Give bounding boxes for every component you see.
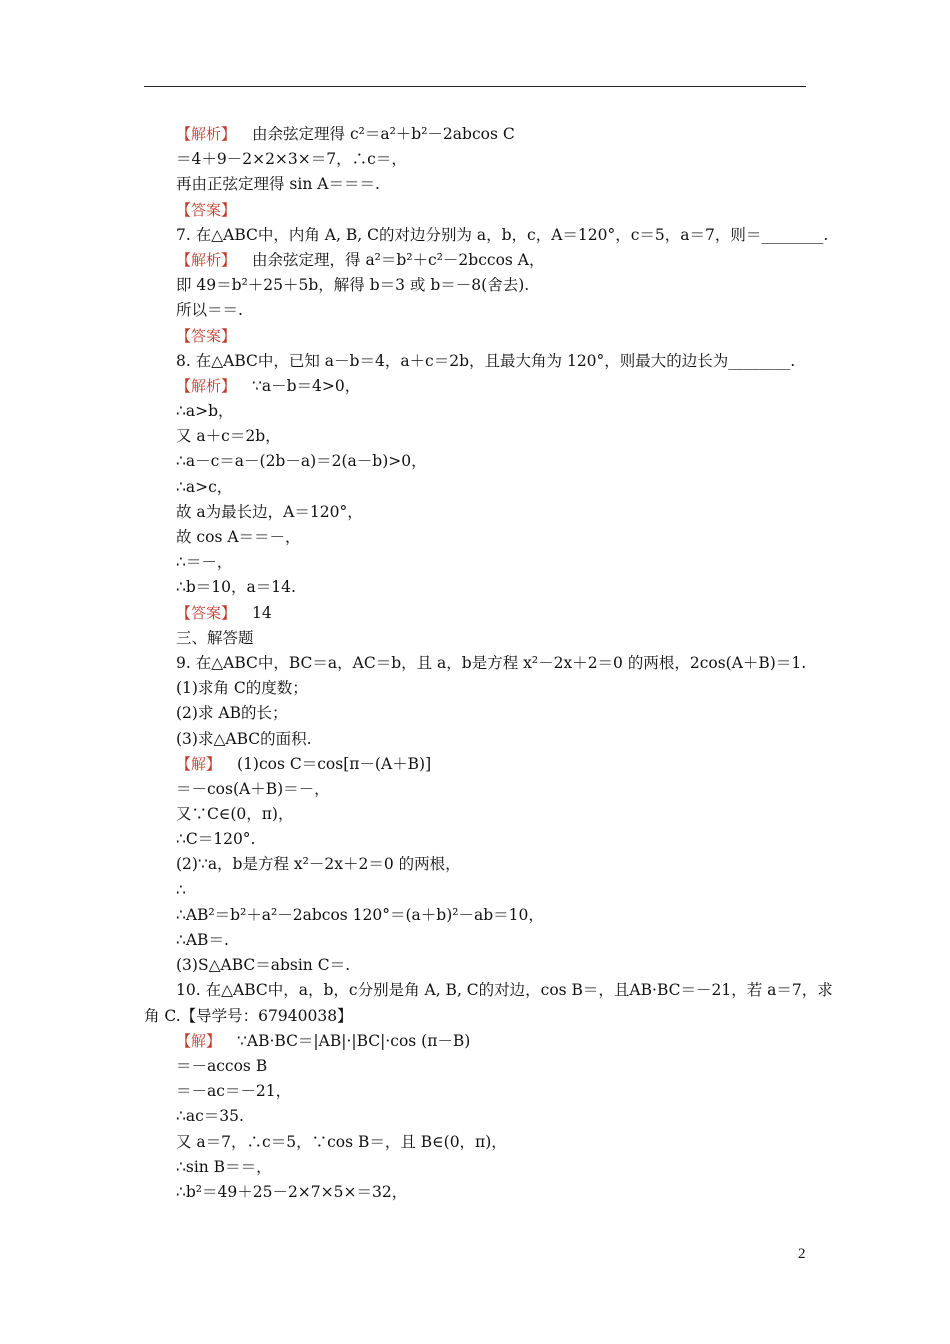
line-text: 8. 在△ABC中，已知 a－b＝4，a＋c＝2b，且最大角为 120°，则最大的边长为________.	[176, 351, 796, 370]
line-text: 又 a＝7，∴c＝5，∵cos B＝，且 B∈(0，π)，	[176, 1132, 507, 1151]
header-rule	[144, 86, 806, 87]
text-line	[176, 248, 816, 273]
line-text: ∵AB·BC＝|AB|·|BC|·cos (π－B)	[237, 1031, 471, 1050]
line-text: 故 cos A＝＝－，	[176, 528, 301, 546]
section-tag: 【答案】	[176, 326, 237, 345]
line-text: ＝－cos(A＋B)＝－，	[176, 779, 330, 798]
line-text: (3)求△ABC的面积.	[176, 729, 312, 748]
line-text: 所以＝＝.	[176, 301, 243, 320]
line-text: ∴sin B＝＝，	[176, 1157, 272, 1176]
text-line	[176, 903, 816, 928]
line-text: 即 49＝b²＋25＋5b，解得 b＝3 或 b＝－8(舍去).	[176, 276, 530, 295]
line-text: 故 a为最长边，A＝120°，	[176, 502, 363, 521]
section-tag: 【答案】	[176, 200, 237, 219]
text-line	[176, 777, 816, 802]
text-line	[176, 550, 816, 575]
line-text: 14	[252, 603, 272, 622]
line-text: 由余弦定理得 c²＝a²＋b²－2abcos C	[252, 125, 515, 143]
text-line	[176, 1029, 816, 1054]
section-tag: 【解析】	[176, 376, 237, 395]
text-line	[176, 424, 816, 449]
text-line	[176, 1155, 816, 1180]
text-line	[176, 122, 816, 147]
line-text: (1)cos C＝cos[π－(A＋B)]	[237, 754, 432, 773]
text-line	[176, 223, 829, 248]
text-line	[176, 147, 816, 172]
text-line	[176, 500, 816, 525]
text-line	[176, 273, 816, 298]
line-text: 再由正弦定理得 sin A＝＝＝.	[176, 175, 380, 194]
section-tag: 【解析】	[176, 125, 237, 143]
text-line	[176, 626, 816, 651]
text-line	[176, 298, 816, 323]
text-line	[176, 475, 816, 500]
line-text: ∴＝－，	[176, 553, 233, 572]
text-line	[176, 651, 816, 676]
text-line	[176, 978, 833, 1003]
text-line	[176, 752, 816, 777]
text-line	[176, 1079, 816, 1104]
text-line	[176, 349, 816, 374]
text-line	[176, 1104, 816, 1129]
line-text: ∴a>b，	[176, 402, 234, 421]
text-line	[176, 676, 816, 701]
line-text: (3)S△ABC＝absin C＝.	[176, 956, 350, 975]
line-text: 又∵C∈(0，π)，	[176, 805, 294, 824]
line-text: ＝－accos B	[176, 1056, 268, 1075]
line-text: ∴b²＝49＋25－2×7×5×＝32，	[176, 1182, 408, 1201]
text-line	[176, 449, 816, 474]
text-line	[176, 802, 816, 827]
text-line	[176, 852, 816, 877]
line-text: ∵a－b＝4>0，	[252, 376, 361, 395]
line-text: ∴b＝10，a＝14.	[176, 578, 296, 597]
page-number: 2	[798, 1246, 806, 1262]
line-text: 10. 在△ABC中，a，b，c分别是角 A, B, C的对边，cos B＝，且AB·BC＝－21，若 a＝7，求	[176, 981, 833, 1000]
line-text: 9. 在△ABC中，BC＝a，AC＝b，且 a，b是方程 x²－2x＋2＝0 的两根，2cos(A＋B)＝1.	[176, 653, 807, 672]
section-tag: 【答案】	[176, 603, 237, 622]
text-line	[176, 575, 816, 600]
line-text: (2)∵a，b是方程 x²－2x＋2＝0 的两根，	[176, 855, 461, 874]
line-text: ∴a－c＝a－(2b－a)＝2(a－b)>0，	[176, 452, 427, 471]
section-tag: 【解】	[176, 1031, 222, 1050]
text-line	[176, 525, 816, 550]
text-line	[176, 374, 816, 399]
document-body	[144, 122, 833, 1205]
line-text: ∴C＝120°.	[176, 830, 256, 849]
line-text: (1)求角 C的度数；	[176, 679, 308, 698]
line-text: ＝－ac＝－21，	[176, 1082, 292, 1101]
line-text: ∴AB＝.	[176, 931, 229, 949]
text-line	[176, 198, 816, 223]
line-text: 7. 在△ABC中，内角 A, B, C的对边分别为 a，b，c，A＝120°，c＝5，a＝7，则＝________.	[176, 225, 829, 244]
text-line	[176, 1130, 816, 1155]
text-line	[176, 399, 816, 424]
text-line	[176, 1054, 816, 1079]
section-tag: 【解析】	[176, 250, 237, 269]
line-text: 三、解答题	[176, 628, 254, 647]
line-text: 由余弦定理，得 a²＝b²＋c²－2bccos A，	[252, 250, 545, 269]
text-line	[176, 928, 816, 953]
line-text: ∴	[176, 880, 186, 899]
text-line	[176, 827, 816, 852]
text-line	[176, 324, 816, 349]
text-line	[176, 878, 816, 903]
text-line	[176, 601, 816, 626]
text-line	[144, 1004, 816, 1029]
line-text: (2)求 AB的长；	[176, 704, 288, 723]
line-text: ∴ac＝35.	[176, 1107, 244, 1126]
line-text: 角 C.【导学号：67940038】	[144, 1006, 353, 1025]
line-text: ∴a>c，	[176, 477, 233, 496]
text-line	[176, 172, 816, 197]
line-text: ∴AB²＝b²＋a²－2abcos 120°＝(a＋b)²－ab＝10，	[176, 905, 544, 924]
text-line	[176, 701, 816, 726]
text-line	[176, 953, 816, 978]
line-text: 又 a＋c＝2b，	[176, 427, 281, 446]
text-line	[176, 727, 816, 752]
section-tag: 【解】	[176, 754, 222, 773]
text-line	[176, 1180, 816, 1205]
line-text: ＝4＋9－2×2×3×＝7，∴c＝，	[176, 150, 407, 169]
